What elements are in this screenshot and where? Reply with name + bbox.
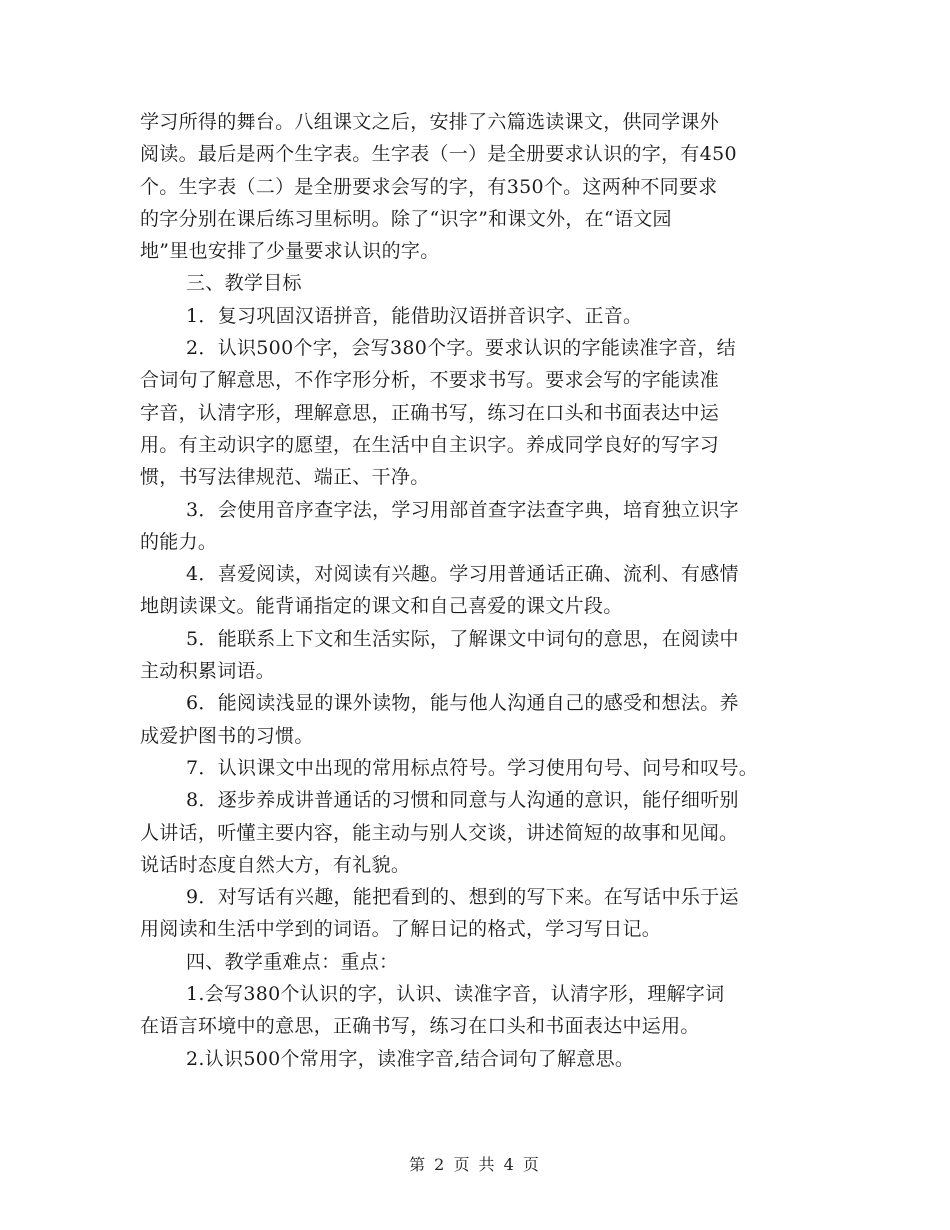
text-line: 字音，认清字形，理解意思，正确书写，练习在口头和书面表达中运 xyxy=(140,401,720,424)
text-line: 6．能阅读浅显的课外读物，能与他人沟通自己的感受和想法。养 xyxy=(186,692,739,715)
text-line: 的字分别在课后练习里标明。除了“识字”和课文外，在“语文园 xyxy=(140,207,672,230)
text-line: 1.会写380个认识的字，认识、读准字音，认清字形，理解字词 xyxy=(186,983,725,1006)
text-line: 用。有主动识字的愿望，在生活中自主识字。养成同学良好的写字习 xyxy=(140,433,720,456)
text-line: 四、教学重难点：重点： xyxy=(186,950,399,973)
text-line: 阅读。最后是两个生字表。生字表（一）是全册要求认识的字，有450 xyxy=(140,143,737,166)
text-line: 地”里也安排了少量要求认识的字。 xyxy=(140,240,440,263)
text-line: 说话时态度自然大方，有礼貌。 xyxy=(140,853,411,876)
text-line: 4．喜爱阅读，对阅读有兴趣。学习用普通话正确、流利、有感情 xyxy=(186,563,739,586)
text-line: 人讲话，听懂主要内容，能主动与别人交谈，讲述简短的故事和见闻。 xyxy=(140,821,739,844)
text-line: 地朗读课文。能背诵指定的课文和自己喜爱的课文片段。 xyxy=(140,595,623,618)
text-line: 三、教学目标 xyxy=(186,272,302,295)
page-footer: 第 2 页 共 4 页 xyxy=(409,1155,541,1174)
text-line: 8．逐步养成讲普通话的习惯和同意与人沟通的意识，能仔细听别 xyxy=(186,789,739,812)
text-line: 成爱护图书的习惯。 xyxy=(140,724,314,747)
text-line: 9．对写话有兴趣，能把看到的、想到的写下来。在写话中乐于运 xyxy=(186,886,739,909)
text-line: 2.认识500个常用字，读准字音,结合词句了解意思。 xyxy=(186,1047,635,1070)
text-line: 学习所得的舞台。八组课文之后，安排了六篇选读课文，供同学课外 xyxy=(140,111,720,133)
text-line: 3．会使用音序查字法，学习用部首查字法查字典，培育独立识字 xyxy=(186,498,739,521)
text-line: 合词句了解意思，不作字形分析，不要求书写。要求会写的字能读准 xyxy=(140,369,720,392)
text-line: 个。生字表（二）是全册要求会写的字，有350个。这两种不同要求 xyxy=(140,175,718,198)
text-line: 2．认识500个字，会写380个字。要求认识的字能读准字音，结 xyxy=(186,337,736,360)
text-line: 1．复习巩固汉语拼音，能借助汉语拼音识字、正音。 xyxy=(186,304,643,327)
text-line: 的能力。 xyxy=(140,530,218,553)
text-line: 惯，书写法律规范、端正、干净。 xyxy=(140,466,430,489)
text-line: 7．认识课文中出现的常用标点符号。学习使用句号、问号和叹号。 xyxy=(186,756,759,779)
text-line: 主动积累词语。 xyxy=(140,660,276,683)
text-line: 用阅读和生活中学到的词语。了解日记的格式，学习写日记。 xyxy=(140,918,662,941)
text-line: 5．能联系上下文和生活实际，了解课文中词句的意思，在阅读中 xyxy=(186,627,739,650)
document-body xyxy=(140,106,820,1075)
text-line: 在语言环境中的意思，正确书写，练习在口头和书面表达中运用。 xyxy=(140,1015,700,1038)
